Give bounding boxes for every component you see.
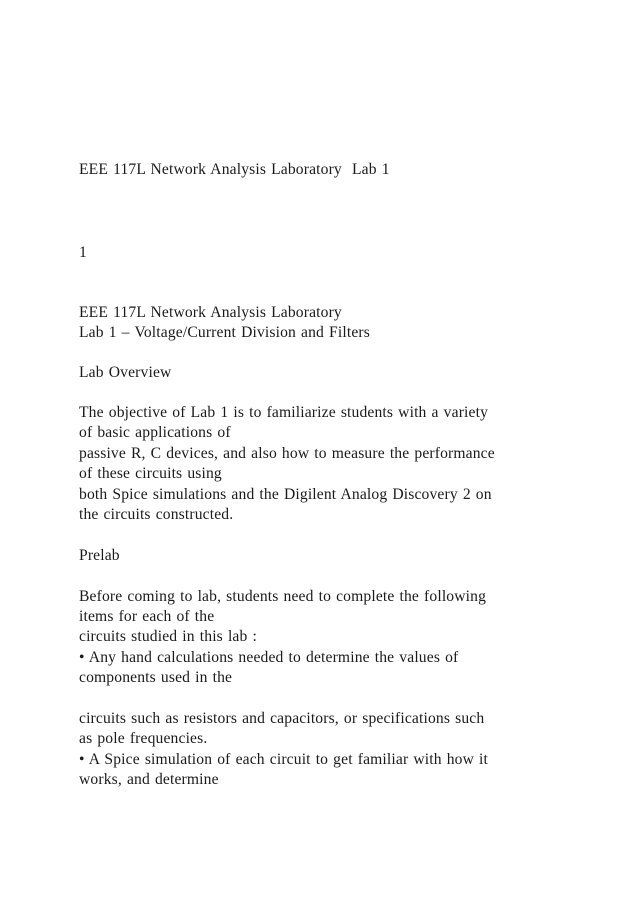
- prelab-continued-line: circuits such as resistors and capacitors, or specifications such: [79, 710, 485, 727]
- overview-line: the circuits constructed.: [79, 506, 234, 523]
- overview-line: The objective of Lab 1 is to familiarize students with a variety: [79, 404, 489, 421]
- prelab-bullet-line: • Any hand calculations needed to determine the values of: [79, 649, 459, 666]
- prelab-line: circuits studied in this lab :: [79, 628, 257, 645]
- overview-line: passive R, C devices, and also how to measure the performance: [79, 445, 495, 462]
- overview-heading: Lab Overview: [79, 364, 172, 381]
- prelab-line: components used in the: [79, 669, 233, 686]
- page-number: 1: [79, 244, 87, 261]
- prelab-continued-line: as pole frequencies.: [79, 730, 208, 747]
- prelab-heading: Prelab: [79, 547, 120, 564]
- overview-line: of basic applications of: [79, 424, 231, 441]
- header-line: EEE 117L Network Analysis Laboratory Lab 1: [79, 161, 390, 178]
- prelab-line: items for each of the: [79, 608, 215, 625]
- overview-line: of these circuits using: [79, 465, 222, 482]
- prelab-bullet-line: • A Spice simulation of each circuit to get familiar with how it: [79, 751, 489, 768]
- prelab-continued-line: works, and determine: [79, 771, 219, 788]
- title-line-2: Lab 1 – Voltage/Current Division and Filters: [79, 324, 370, 341]
- title-line-1: EEE 117L Network Analysis Laboratory: [79, 304, 342, 321]
- overview-line: both Spice simulations and the Digilent Analog Discovery 2 on: [79, 486, 492, 503]
- prelab-line: Before coming to lab, students need to complete the following: [79, 588, 487, 605]
